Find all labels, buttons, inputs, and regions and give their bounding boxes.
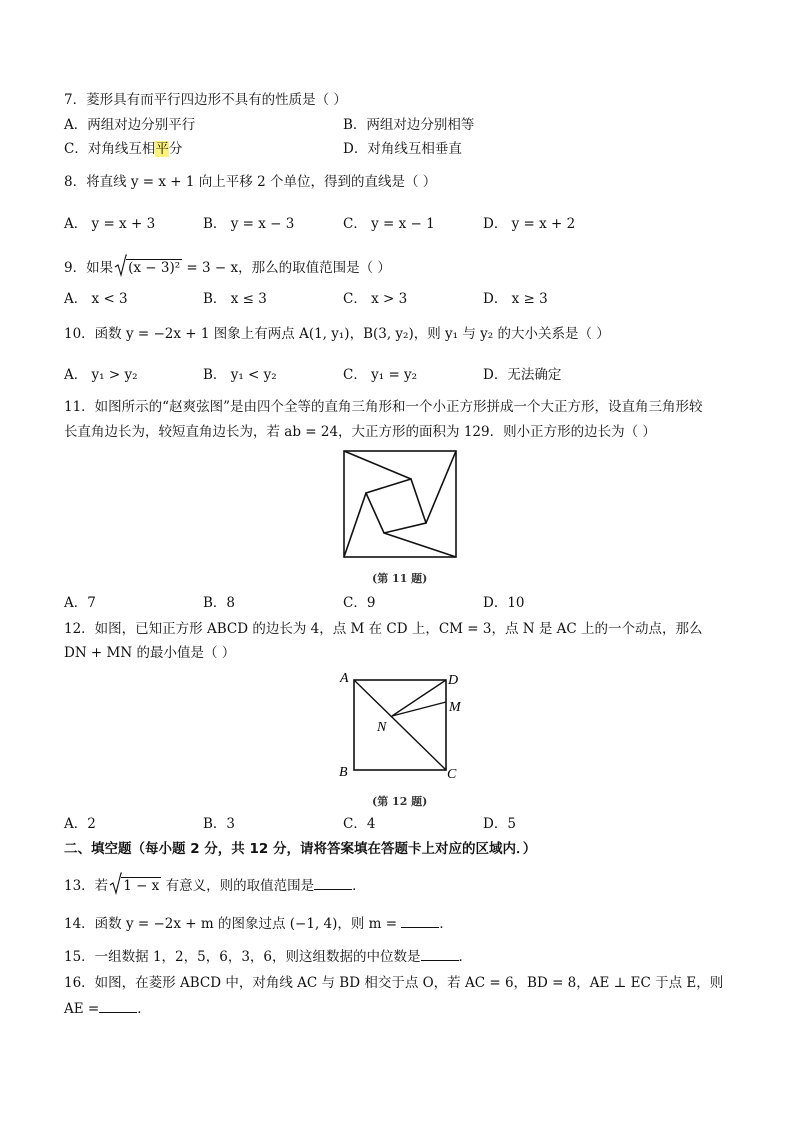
question-7-option-d: D．对角线互相垂直: [343, 141, 462, 157]
question-8-stem: 8．将直线 y = x + 1 向上平移 2 个单位，得到的直线是（ ）: [64, 174, 437, 190]
label-d: D: [448, 673, 459, 688]
question-11-stem-line2: 长直角边长为，较短直角边长为，若 ab = 24，大正方形的面积为 129．则小正方形的边长为（ ）: [64, 424, 656, 440]
label-c: C: [447, 767, 457, 782]
label-b: B: [339, 765, 348, 780]
radicand: (x − 3)²: [128, 260, 181, 276]
question-16-prefix: AE =: [64, 1001, 100, 1017]
question-10-option-b: B． y₁ < y₂: [203, 367, 277, 383]
question-14-end: ．: [439, 916, 453, 932]
answer-blank[interactable]: [314, 877, 352, 890]
question-7-option-b: B．两组对边分别相等: [343, 117, 475, 133]
question-7-option-a: A．两组对边分别平行: [64, 117, 196, 133]
question-8-option-b: B． y = x − 3: [203, 216, 295, 232]
question-11-option-a: A．7: [64, 595, 96, 611]
answer-blank[interactable]: [421, 948, 459, 961]
section-2-title: 二、填空题（每小题 2 分，共 12 分，请将答案填在答题卡上对应的区域内．）: [64, 841, 537, 857]
highlighted-char: 平: [155, 141, 169, 157]
segment-dn: [392, 680, 446, 716]
question-11-option-c: C．9: [343, 595, 376, 611]
triangle-edge-3: [384, 533, 456, 557]
question-9-prefix: 9．如果: [64, 260, 114, 276]
inner-square: [366, 479, 426, 533]
question-12-option-d: D．5: [483, 816, 516, 832]
answer-blank[interactable]: [99, 1000, 137, 1013]
question-9-option-d: D． x ≥ 3: [483, 291, 548, 307]
figure-12-caption: (第 12 题): [372, 795, 428, 808]
triangle-edge-2: [426, 451, 456, 523]
question-9-suffix: = 3 − x，那么的取值范围是（ ）: [182, 260, 391, 276]
question-9-option-b: B． x ≤ 3: [203, 291, 267, 307]
question-15: [64, 948, 472, 966]
question-15-text: 15．一组数据 1，2，5，6，3，6，则这组数据的中位数是: [64, 949, 421, 965]
question-12-stem-line1: 12．如图，已知正方形 ABCD 的边长为 4，点 M 在 CD 上，CM = 3，点 N 是 AC 上的一个动点，那么: [64, 621, 703, 637]
answer-blank[interactable]: [401, 915, 439, 928]
triangle-edge-1: [344, 451, 411, 479]
question-7-stem: 7．菱形具有而平行四边形不具有的性质是（ ）: [64, 92, 347, 108]
question-9-stem: [64, 259, 391, 277]
question-16-end: ．: [137, 1001, 151, 1017]
question-13-prefix: 13．若: [64, 878, 109, 894]
label-m: M: [449, 700, 461, 715]
question-16-line2: [64, 1000, 151, 1018]
outer-square: [344, 451, 456, 557]
option-c-text: C．对角线互相: [64, 141, 156, 157]
label-n: N: [377, 720, 387, 735]
figure-11-caption: (第 11 题): [372, 572, 428, 585]
question-12-option-b: B．3: [203, 816, 236, 832]
question-8-option-d: D． y = x + 2: [483, 216, 576, 232]
question-10-stem: 10．函数 y = −2x + 1 图象上有两点 A(1, y₁)，B(3, y₂)，则 y₁ 与 y₂ 的大小关系是（ ）: [64, 326, 610, 342]
question-8-option-a: A． y = x + 3: [64, 216, 156, 232]
sqrt-expression: [110, 877, 161, 895]
question-12-stem-line2: DN + MN 的最小值是（ ）: [64, 645, 236, 661]
segment-mn: [392, 702, 446, 716]
triangle-edge-4: [344, 493, 366, 557]
question-10-option-c: C． y₁ = y₂: [343, 367, 418, 383]
question-10-option-d: D．无法确定: [483, 367, 562, 383]
question-14: [64, 915, 453, 933]
question-11-stem-line1: 11．如图所示的“赵爽弦图”是由四个全等的直角三角形和一个小正方形拼成一个大正方形，设直角三角形较: [64, 399, 703, 415]
question-7-option-c: [64, 140, 182, 158]
question-10-option-a: A． y₁ > y₂: [64, 367, 138, 383]
question-16-line1: 16．如图，在菱形 ABCD 中，对角线 AC 与 BD 相交于点 O，若 AC = 6，BD = 8，AE ⊥ EC 于点 E，则: [64, 975, 724, 991]
question-15-end: ．: [458, 949, 473, 965]
question-8-option-c: C． y = x − 1: [343, 216, 435, 232]
question-14-text: 14．函数 y = −2x + m 的图象过点 (−1, 4)，则 m =: [64, 916, 398, 932]
question-12-option-c: C．4: [343, 816, 376, 832]
question-13: [64, 877, 366, 895]
radicand: 1 − x: [123, 878, 160, 894]
question-11-option-b: B．8: [203, 595, 236, 611]
radical-sign-icon: [115, 255, 127, 279]
label-a: A: [340, 671, 349, 686]
radical-sign-icon: [110, 873, 122, 897]
square-abcd-figure: [336, 668, 466, 798]
question-9-option-c: C． x > 3: [343, 291, 408, 307]
question-13-suffix: 有意义，则的取值范围是: [161, 878, 315, 894]
option-c-text-end: 分: [168, 141, 183, 157]
question-13-end: ．: [352, 878, 366, 894]
question-12-option-a: A．2: [64, 816, 96, 832]
diagonal-ac: [354, 680, 446, 770]
sqrt-expression: [115, 259, 182, 277]
question-9-option-a: A． x < 3: [64, 291, 128, 307]
question-11-option-d: D．10: [483, 595, 525, 611]
zhao-shuang-figure: [344, 451, 456, 559]
